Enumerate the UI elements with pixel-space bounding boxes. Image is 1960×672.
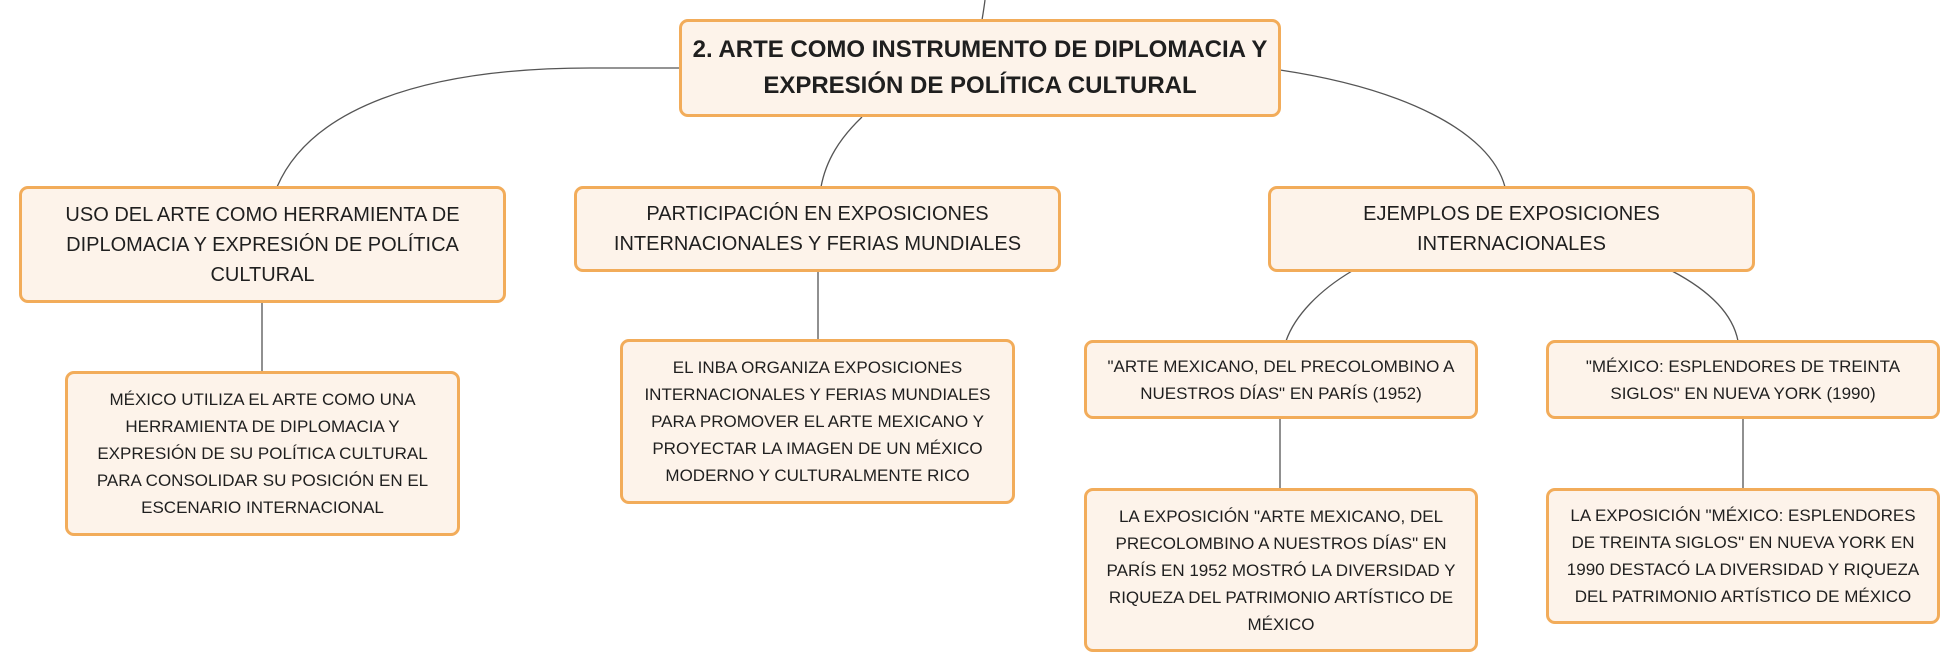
connector-branch-3-to-example-2 [1672,271,1738,341]
example-node-nueva-york-1990[interactable] [1546,340,1940,419]
connector-root-to-branch-3 [1280,70,1505,187]
connector-parent-to-root [982,0,985,20]
branch-node-uso-del-arte[interactable] [19,186,506,303]
root-topic-label: 2. ARTE COMO INSTRUMENTO DE DIPLOMACIA Y EXPRESIÓN DE POLÍTICA CULTURAL [692,36,1268,99]
detail-node-inba-organiza[interactable] [620,339,1015,504]
branch-node-ejemplos[interactable] [1268,186,1755,272]
detail-node-mexico-utiliza-el-arte[interactable] [65,371,460,536]
branch-label: USO DEL ARTE COMO HERRAMIENTA DE DIPLOMACIA Y EXPRESIÓN DE POLÍTICA CULTURAL [65,203,460,286]
detail-node-exposicion-paris[interactable] [1084,488,1478,652]
branch-node-participacion[interactable] [574,186,1061,272]
detail-label: EL INBA ORGANIZA EXPOSICIONES INTERNACIONALES Y FERIAS MUNDIALES PARA PROMOVER EL ARTE MEXICANO Y PROYECTAR LA IMAGEN DE UN MÉXICO MODERNO Y CULTURALMENTE RICO [644,358,991,485]
connector-branch-3-to-example-1 [1286,271,1352,341]
detail-label: MÉXICO UTILIZA EL ARTE COMO UNA HERRAMIENTA DE DIPLOMACIA Y EXPRESIÓN DE SU POLÍTICA CULTURAL PARA CONSOLIDAR SU POSICIÓN EN EL ESCENARIO INTERNACIONAL [96,390,429,517]
detail-label: LA EXPOSICIÓN "MÉXICO: ESPLENDORES DE TREINTA SIGLOS" EN NUEVA YORK EN 1990 DESTACÓ LA DIVERSIDAD Y RIQUEZA DEL PATRIMONIO ARTÍSTICO DE MÉXICO [1566,506,1920,606]
example-label: "ARTE MEXICANO, DEL PRECOLOMBINO A NUESTROS DÍAS" EN PARÍS (1952) [1107,356,1455,403]
example-label: "MÉXICO: ESPLENDORES DE TREINTA SIGLOS" EN NUEVA YORK (1990) [1585,356,1901,403]
detail-label: LA EXPOSICIÓN "ARTE MEXICANO, DEL PRECOLOMBINO A NUESTROS DÍAS" EN PARÍS EN 1952 MOSTRÓ LA DIVERSIDAD Y RIQUEZA DEL PATRIMONIO ARTÍSTICO DE MÉXICO [1106,506,1456,634]
connector-root-to-branch-1 [277,68,680,187]
connector-root-to-branch-2 [821,117,862,187]
branch-label: PARTICIPACIÓN EN EXPOSICIONES INTERNACIONALES Y FERIAS MUNDIALES [613,203,1022,255]
root-topic-node[interactable] [679,19,1281,117]
branch-label: EJEMPLOS DE EXPOSICIONES INTERNACIONALES [1363,203,1660,255]
detail-node-exposicion-nueva-york[interactable] [1546,488,1940,624]
example-node-paris-1952[interactable] [1084,340,1478,419]
